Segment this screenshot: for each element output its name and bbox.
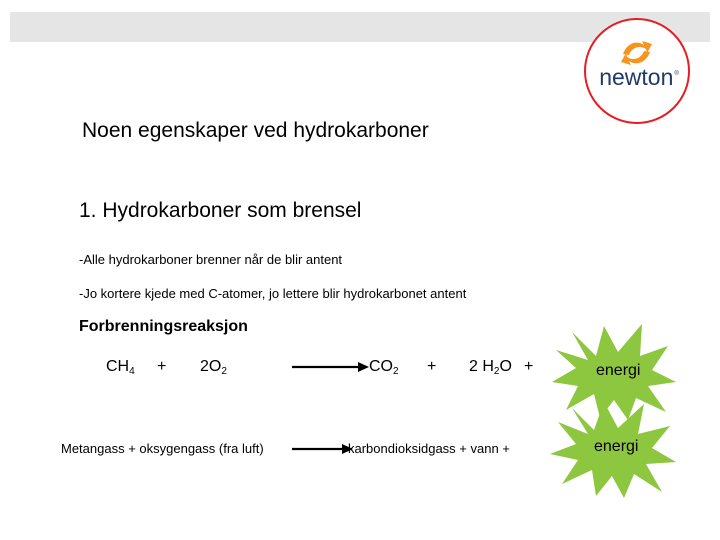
- bullet-point: -Alle hydrokarboner brenner når de blir antent: [79, 252, 343, 267]
- water-formula: 2 $H_2O$: [469, 358, 512, 377]
- reaction-heading: Forbrenningsreaksjon: [79, 318, 248, 335]
- reactants-label: Metangass + oksygengass (fra luft): [61, 441, 264, 456]
- page-title: Noen egenskaper ved hydrokarboner: [82, 119, 429, 142]
- reaction-arrow-icon: [292, 443, 354, 455]
- energy-label: energi: [596, 362, 641, 379]
- methane-formula: $CH_4$: [106, 358, 135, 377]
- reaction-arrow-icon: [292, 361, 370, 373]
- plus-sign: +: [524, 358, 534, 375]
- carbon-dioxide-formula: $CO_2$: [369, 358, 399, 377]
- oxygen-formula: $2O_2$: [200, 358, 227, 377]
- energy-label: energi: [594, 438, 639, 455]
- plus-sign: +: [157, 358, 167, 375]
- logo-wordmark: newton®: [599, 64, 679, 90]
- newton-logo: [584, 18, 690, 124]
- products-label: karbondioksidgass + vann +: [348, 441, 510, 456]
- plus-sign: +: [427, 358, 437, 375]
- section-heading: 1. Hydrokarboner som brensel: [79, 199, 362, 222]
- bullet-point: -Jo kortere kjede med C-atomer, jo lettere blir hydrokarbonet antent: [79, 286, 467, 301]
